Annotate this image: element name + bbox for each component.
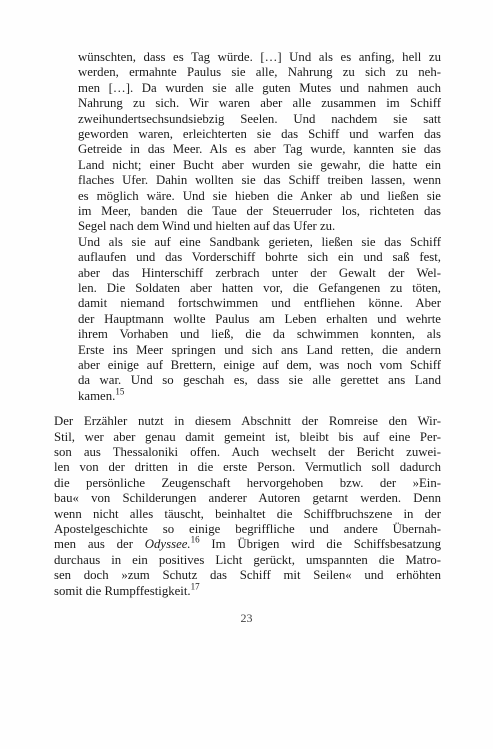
quote-line: Erste ins Meer springen und sich ans Land retten, die andern — [78, 342, 441, 357]
quote-line: len. Die Soldaten aber hatten vor, die Gefangenen zu töten, — [78, 281, 441, 295]
body-line: Apostelgeschichte so einige begriffliche und andere Übernah- — [54, 522, 441, 536]
quote-line: flaches Ufer. Dahin wollten sie das Schiff treiben lassen, wenn — [78, 173, 441, 188]
body-last-line — [54, 581, 441, 599]
quote-line: werden, ermahnte Paulus sie alle, Nahrung zu sich zu neh- — [78, 65, 441, 80]
body-line: wenn nicht alles täuscht, beinhaltet die Schiffbruchszene in der — [54, 506, 441, 521]
quote-line: Nahrung zu sich. Wir waren aber alle zusammen im Schiff — [78, 96, 441, 111]
quote-line: Getreide in das Meer. Als es aber Tag wurde, kannten sie das — [78, 142, 441, 157]
quote-line: Land nicht; einer Bucht aber wurden sie gewahr, die hatte ein — [78, 157, 441, 172]
body-line — [54, 537, 441, 552]
quote-line: aber einige auf Brettern, einige auf dem, was noch vom Schiff — [78, 358, 441, 372]
body-line-text: men aus der — [54, 537, 145, 552]
body-line-text: Im Übrigen wird die Schiffsbesatzung — [199, 537, 441, 552]
quote-line: auflaufen und das Vorderschiff bohrte sich ein und saß fest, — [78, 250, 441, 265]
work-title-italic: Odyssee. — [144, 537, 191, 552]
body-line: durchaus in ein positives Licht gerückt, umspannten die Matro- — [54, 552, 441, 567]
quote-line: Und als sie auf eine Sandbank gerieten, ließen sie das Schiff — [78, 234, 441, 249]
quote-line-text: kamen. — [78, 388, 116, 403]
body-line-text: somit die Rumpffestigkeit. — [54, 583, 191, 598]
quote-line: wünschten, dass es Tag würde. […] Und als es anfing, hell zu — [78, 50, 441, 64]
quote-line: aber das Hinterschiff zerbrach unter der Gewalt der Wel- — [78, 265, 441, 280]
quote-line: geworden waren, erleichterten sie das Schiff und warfen das — [78, 127, 441, 141]
footnote-ref[interactable]: 15 — [115, 386, 125, 397]
body-line: Der Erzähler nutzt in diesem Abschnitt der Romreise den Wir- — [54, 414, 441, 429]
quote-line: im Meer, banden die Taue der Steuerruder los, richteten das — [78, 204, 441, 218]
quote-line: damit niemand fortschwimmen und entfliehen könne. Aber — [78, 296, 441, 311]
body-line: son aus Thessaloniki offen. Auch wechselt der Bericht zuwei- — [54, 445, 441, 459]
body-line: sen doch »zum Schutz das Schiff mit Seilen« und erhöhten — [54, 568, 441, 583]
quote-line: ihrem Vorhaben und ließ, die da schwimmen konnten, als — [78, 327, 441, 342]
quote-line: men […]. Da wurden sie alle guten Mutes und nahmen auch — [78, 80, 441, 95]
quote-line: der Hauptmann wollte Paulus am Leben erhalten und wehrte — [78, 311, 441, 326]
quote-last-line — [78, 386, 441, 404]
quote-line: da war. Und so geschah es, dass sie alle gerettet ans Land — [78, 373, 441, 388]
page-number: 23 — [240, 611, 253, 625]
quote-line: es möglich wäre. Und sie hieben die Anker ab und ließen sie — [78, 188, 441, 203]
body-line: die persönliche Zeugenschaft hervorgehoben bzw. der »Ein- — [54, 475, 441, 490]
quote-line: zweihundertsechsundsiebzig Seelen. Und nachdem sie satt — [78, 111, 441, 126]
footnote-ref[interactable]: 16 — [190, 535, 200, 546]
body-line: len von der dritten in die erste Person. Vermutlich soll dadurch — [54, 460, 441, 475]
quote-line: Segel nach dem Wind und hielten auf das Ufer zu. — [78, 219, 336, 234]
body-line: bau« von Schilderungen anderer Autoren getarnt werden. Denn — [54, 491, 441, 506]
footnote-ref[interactable]: 17 — [190, 581, 200, 592]
body-line: Stil, wer aber genau damit gemeint ist, bleibt bis auf eine Per- — [54, 429, 441, 444]
